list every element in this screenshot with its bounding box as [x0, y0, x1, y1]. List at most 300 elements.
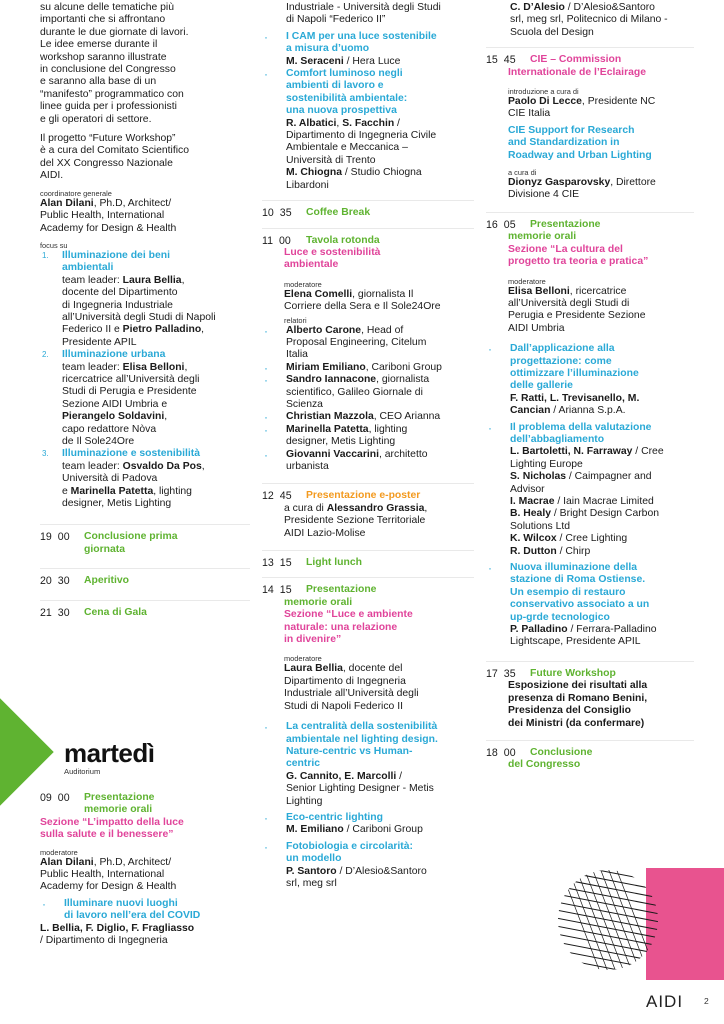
talk-title: · Eco-centric lighting: [286, 811, 383, 823]
event-title: Conclusione prima: [84, 531, 178, 543]
event-title: Light lunch: [306, 557, 362, 569]
text-line: del XX Congresso Nazionale: [40, 157, 173, 169]
curator-label: a cura di: [508, 168, 537, 178]
text: / Bright Design Carbon: [551, 508, 660, 520]
roundtable-detail: [284, 247, 474, 325]
text: team leader:: [62, 361, 123, 373]
time: [262, 207, 306, 219]
column-1: [40, 2, 250, 619]
text-line: Perugia e Presidente Sezione: [508, 310, 646, 322]
talk-item: [262, 812, 474, 837]
text: a cura di: [284, 502, 327, 514]
section-title: sulla salute e il benessere”: [40, 829, 174, 841]
column-2: [262, 2, 474, 890]
speaker-item: [262, 374, 474, 411]
minute: 30: [57, 575, 70, 588]
section-title: ambientale: [284, 259, 339, 271]
text-line: Divisione 4 CIE: [508, 189, 580, 201]
text-line: Libardoni: [286, 179, 329, 191]
talk-title: una nuova prospettiva: [286, 105, 397, 117]
event-title: CIE – Commission: [530, 54, 622, 66]
talk-authors: L. Bellia, F. Diglio, F. Fragliasso: [40, 922, 195, 934]
minute: 00: [57, 531, 70, 544]
text-line: Lighting: [286, 795, 323, 807]
talk-item: [486, 343, 694, 417]
schedule-2130: [40, 600, 250, 619]
moderator-name: Laura Bellia: [284, 663, 343, 675]
speaker-name: Sandro Iannacone: [286, 374, 377, 386]
speaker-item: [262, 411, 474, 423]
schedule-1415: [262, 577, 474, 596]
person-name: Dionyz Gasparovsky: [508, 177, 611, 189]
text-line: Presidente Sezione Territoriale: [284, 515, 426, 527]
hour: 19: [40, 531, 52, 544]
text-line: durante le due giornate di lavori.: [40, 26, 189, 38]
text-line: Academy for Design & Health: [40, 222, 177, 234]
speaker-name: Marinella Patetta: [286, 423, 369, 435]
session-1415-detail: [284, 597, 474, 713]
minute: 05: [503, 218, 516, 231]
time: [40, 792, 84, 804]
event-title: Cena di Gala: [84, 606, 147, 618]
text: ,: [184, 361, 188, 373]
focus-number: 3.: [42, 449, 49, 459]
text-line: Università di Padova: [62, 473, 158, 485]
talk-authors: S. Facchin: [342, 117, 395, 129]
text: / Ferrara-Palladino: [567, 624, 657, 636]
text: ,: [424, 502, 428, 514]
text: , ricercatrice: [569, 285, 627, 297]
minute: 30: [57, 606, 70, 619]
text-line: Solutions Ltd: [510, 520, 571, 532]
minute: 35: [503, 667, 516, 680]
text: / Cree Lighting: [556, 533, 628, 545]
minute: 00: [57, 792, 70, 804]
event-title: Tavola rotonda: [306, 234, 380, 246]
closing-detail: [508, 759, 694, 771]
talk-affiliation: / Dipartimento di Ingegneria: [40, 935, 168, 947]
text: ,: [336, 117, 343, 129]
event-title: Presentazione: [84, 792, 155, 803]
talk-title: ottimizzare l’illuminazione: [510, 367, 639, 379]
text: , Ph.D, Architect/: [93, 856, 172, 868]
minute: 35: [279, 207, 292, 220]
hour: 12: [262, 490, 274, 503]
day-title: martedì: [64, 738, 155, 768]
hour: 20: [40, 575, 52, 588]
talk-authors: P. Palladino: [510, 624, 568, 636]
time: [40, 607, 84, 619]
talk-item: [486, 562, 694, 649]
speaker-item: [262, 362, 474, 374]
text: , Head of: [361, 324, 404, 336]
text-line: Scuola del Design: [510, 26, 594, 38]
section-title: in divenire”: [284, 634, 342, 646]
minute: 45: [503, 54, 516, 67]
minute: 00: [503, 746, 516, 759]
text-line: Italia: [286, 349, 308, 361]
hour: 11: [262, 234, 273, 247]
text-line: AIDI.: [40, 170, 64, 182]
text: e: [62, 485, 71, 497]
event-title: Presentazione: [530, 218, 601, 230]
person-name: Pierangelo Soldavini: [62, 411, 165, 423]
talk-item: [40, 898, 250, 923]
time: [262, 557, 306, 569]
talk-title: stazione di Roma Ostiense.: [510, 574, 646, 586]
text: / Caimpagner and: [566, 471, 652, 483]
page-number: 2: [704, 996, 709, 1006]
text-line: designer, Metis Lighting: [286, 436, 396, 448]
speaker-item: [262, 449, 474, 474]
talk-title: Un esempio di restauro: [510, 586, 626, 598]
talk-authors: Cancian: [510, 405, 551, 417]
hour: 16: [486, 218, 498, 231]
text-line: de Il Sole24Ore: [62, 436, 135, 447]
talk-title: · Fotobiologia e circolarità:: [286, 840, 414, 852]
talk-title: · Il problema della valutazione: [510, 421, 652, 433]
moderator-name: Elisa Belloni: [508, 285, 570, 297]
text: team leader:: [62, 460, 123, 472]
section-title: progetto tra teoria e pratica”: [508, 256, 649, 268]
event-title: Internationale de l’Eclairage: [508, 66, 647, 78]
text-line: Lightscape, Presidente APIL: [510, 636, 641, 648]
text-line: è a cura del Comitato Scientifico: [40, 145, 190, 157]
text-line: Senior Lighting Designer - Metis: [286, 783, 434, 795]
focus-number: 2.: [42, 350, 49, 360]
time: [486, 219, 530, 231]
text-line: Advisor: [510, 483, 545, 495]
talk-item: [486, 422, 694, 558]
talk-title: un modello: [286, 853, 342, 865]
text-line: AIDI Umbria: [508, 322, 565, 334]
talk-authors: I. Macrae: [510, 496, 555, 507]
event-title: del Congresso: [508, 759, 581, 771]
moderator-label: moderatore: [40, 847, 78, 857]
text-line: Studi di Perugia e Presidente: [62, 386, 197, 398]
talk-title: up-grde tecnologico: [510, 611, 610, 623]
event-title: Aperitivo: [84, 575, 130, 587]
text: , giornalista: [376, 374, 430, 386]
talk-authors: C. D’Alesio: [510, 2, 565, 13]
hour: 14: [262, 584, 274, 597]
talk-authors: M. Emiliano: [286, 824, 344, 836]
time: [262, 584, 306, 596]
section-title: Sezione “Luce e ambiente: [284, 609, 413, 621]
text: / Arianna S.p.A.: [550, 405, 626, 417]
session-0900: [40, 786, 250, 947]
text-line: Public Health, International: [40, 210, 165, 222]
talk-authors: M. Seraceni: [286, 55, 344, 67]
text: , giornalista Il: [352, 288, 414, 300]
person-name: Pietro Palladino: [122, 324, 202, 336]
event-title: Coffee Break: [306, 207, 371, 219]
focus-block: [40, 241, 250, 511]
talk-title: · Dall’applicazione alla: [510, 343, 615, 355]
text-line: Scienza: [286, 398, 323, 410]
session-details: [84, 804, 250, 816]
event-title: Future Workshop: [530, 667, 616, 679]
text: / Cariboni Group: [343, 824, 423, 836]
speaker-name: Giovanni Vaccarini: [286, 448, 379, 460]
text-line: di Ingegneria Industriale: [62, 299, 173, 311]
time: [40, 575, 84, 587]
event-title: Presentazione: [306, 584, 377, 596]
text-line: urbanista: [286, 461, 329, 472]
text-line: linee guida per i professionisti: [40, 101, 177, 113]
section-title: Sezione “La cultura del: [508, 243, 623, 255]
section-title: Sezione “L’impatto della luce: [40, 816, 184, 828]
event-title: giornata: [84, 543, 125, 555]
talk-title: CIE Support for Research: [508, 124, 635, 136]
text: / Cree: [632, 446, 664, 458]
schedule-1100: [262, 228, 474, 247]
focus-title: ambientali: [62, 262, 114, 274]
schedule-1605: [486, 212, 694, 231]
text-line: , Ph.D, Architect/: [93, 197, 172, 209]
text-line: docente del Dipartimento: [62, 287, 178, 299]
text-line: “manifesto” programmatico con: [40, 88, 184, 100]
focus-item: [40, 448, 250, 510]
text: /: [396, 770, 403, 782]
schedule-2030: [40, 568, 250, 587]
text: , architetto: [378, 448, 428, 460]
text-line: all’Università degli Studi di Napoli: [62, 311, 216, 323]
project-paragraph: [40, 133, 250, 183]
text-line: Academy for Design & Health: [40, 881, 177, 893]
speaker-name: Alberto Carone: [286, 324, 362, 336]
text-line: designer, Metis Lighting: [62, 498, 172, 510]
text-line: Presidenza del Consiglio: [508, 705, 631, 717]
speakers-list: [262, 325, 474, 474]
talk-title: di lavoro nell’era del COVID: [64, 910, 201, 922]
text-line: in conclusione del Congresso: [40, 64, 176, 76]
text-line: Proposal Engineering, Citelum: [286, 336, 427, 348]
talk-authors: P. Santoro: [286, 865, 337, 877]
speakers-label: relatori: [284, 315, 307, 325]
text: ,: [201, 324, 205, 336]
text-line: CIE Italia: [508, 108, 551, 120]
person-name: Paolo Di Lecce: [508, 96, 582, 108]
workshop-detail: [508, 680, 694, 730]
schedule-1800: [486, 740, 694, 759]
minute: 45: [279, 490, 292, 503]
speaker-item: [262, 325, 474, 362]
time: [40, 531, 84, 556]
text-line: Dipartimento di Ingegneria Civile: [286, 130, 437, 142]
text: team leader:: [62, 274, 123, 286]
event-title: memorie orali: [284, 596, 353, 608]
hour: 09: [40, 792, 52, 804]
focus-item: [40, 250, 250, 349]
text: , Direttore: [610, 177, 656, 189]
minute: 15: [279, 557, 292, 570]
talk-title: · Nuova illuminazione della: [510, 562, 638, 574]
text: ,: [201, 460, 205, 472]
focus-number: 1.: [42, 250, 49, 260]
schedule-1735: [486, 661, 694, 680]
hour: 17: [486, 667, 498, 680]
text: , Cariboni Group: [365, 361, 442, 373]
text-line: Dipartimento di Ingegneria: [284, 675, 406, 687]
schedule-1315: [262, 550, 474, 569]
moderator-label: moderatore: [508, 276, 546, 286]
text-line: Università di Trento: [286, 154, 376, 166]
text: / Iain Macrae Limited: [554, 496, 654, 507]
talk-title: · Comfort luminoso negli: [286, 68, 403, 80]
line-pattern-circle-icon: [556, 868, 660, 972]
day-venue: Auditorium: [64, 767, 101, 776]
text: , lighting: [368, 423, 408, 435]
talk-title: ambienti di lavoro e: [286, 80, 384, 92]
text: / Chirp: [556, 545, 591, 557]
time: [262, 490, 306, 502]
talk-title: Roadway and Urban Lighting: [508, 149, 652, 161]
text-line: srl, meg srl: [286, 877, 337, 889]
focus-title: Illuminazione dei beni: [62, 249, 170, 261]
hour: 15: [486, 54, 498, 67]
moderator-label: moderatore: [284, 279, 322, 289]
text-line: Sezione AIDI Umbria e: [62, 398, 168, 410]
text: ,: [164, 411, 168, 423]
text-line: scientifico, Galileo Giornale di: [286, 386, 423, 398]
text-line: di Napoli “Federico II”: [286, 14, 386, 26]
talk-title: centric: [286, 758, 321, 770]
talk-authors: M. Chiogna: [286, 167, 342, 179]
schedule-0900: [40, 786, 250, 804]
focus-title: Illuminazione urbana: [62, 349, 166, 361]
cie-detail: [508, 67, 694, 202]
moderator-name: Alan Dilani: [40, 856, 94, 868]
continued-affiliation: [510, 2, 694, 39]
text-line: dei Ministri (da confermare): [508, 717, 645, 729]
talk-authors: R. Albatici: [286, 117, 337, 129]
event-title: Presentazione e-poster: [306, 490, 421, 502]
intro-paragraph: [40, 2, 250, 126]
event-title: memorie orali: [508, 231, 577, 243]
time: [486, 668, 530, 680]
hour: 21: [40, 606, 52, 619]
coordinator-name: Alan Dilani: [40, 197, 94, 209]
talk-title: dell’abbagliamento: [510, 433, 605, 445]
talk-title: sostenibilità ambientale:: [286, 92, 408, 104]
talk-title: Nature-centric vs Human-: [286, 745, 413, 757]
text-line: Il progetto “Future Workshop”: [40, 133, 176, 145]
intro-label: introduzione a cura di: [508, 87, 579, 97]
coordinator-label: coordinatore generale: [40, 188, 112, 198]
day-header: [0, 712, 260, 796]
text-line: all’Università degli Studi di: [508, 297, 630, 309]
text-line: presenza di Romano Benini,: [508, 692, 648, 704]
talk-authors: S. Nicholas: [510, 471, 567, 483]
text: ,: [181, 274, 185, 286]
text: /: [394, 117, 400, 129]
text: / D’Alesio&Santoro: [564, 2, 655, 13]
person-name: Alessandro Grassia: [326, 502, 425, 514]
moderator-label: moderatore: [284, 654, 322, 664]
talk-title: · La centralità della sostenibilità: [286, 721, 438, 733]
talk-item: [262, 721, 474, 808]
text: / Hera Luce: [343, 55, 401, 67]
text-line: capo redattore Nòva: [62, 423, 157, 435]
section-title: Luce e sostenibilità: [284, 246, 381, 258]
event-title: Conclusione: [530, 746, 593, 758]
talk-authors: L. Bartoletti, N. Farraway: [510, 446, 633, 458]
person-name: Elisa Belloni: [122, 361, 185, 373]
text-line: Studi di Napoli Federico II: [284, 700, 403, 712]
aidi-logo: AIDI: [646, 992, 684, 1011]
focus-title: Illuminazione e sostenibilità: [62, 448, 200, 460]
text: / Studio Chiogna: [342, 167, 422, 179]
continued-affiliation: [286, 2, 474, 27]
event-title: memorie orali: [84, 804, 153, 816]
talk-authors: K. Wilcox: [510, 533, 557, 545]
text-line: workshop saranno illustrate: [40, 51, 167, 63]
column-3: [486, 2, 694, 772]
text-line: su alcune delle tematiche più: [40, 2, 175, 13]
time: [486, 54, 530, 66]
speaker-item: [262, 424, 474, 449]
talk-title: · Illuminare nuovi luoghi: [64, 897, 178, 909]
text-line: AIDI Lazio-Molise: [284, 527, 366, 539]
text-line: srl, meg srl, Politecnico di Milano -: [510, 14, 668, 26]
time: [262, 235, 306, 247]
text: Federico II e: [62, 324, 123, 336]
text-line: e gli operatori di settore.: [40, 113, 152, 125]
coordinator-block: [40, 189, 250, 235]
talk-title: delle gallerie: [510, 380, 573, 392]
text: , docente del: [342, 663, 403, 675]
talk-authors: G. Cannito, E. Marcolli: [286, 770, 397, 782]
hour: 13: [262, 557, 274, 570]
minute: 15: [279, 584, 292, 597]
talk-item: [262, 841, 474, 891]
person-name: Osvaldo Da Pos: [122, 460, 202, 472]
schedule-1900: [40, 524, 250, 556]
schedule-1545: [486, 47, 694, 66]
talk-item: [262, 68, 474, 192]
session-1605-detail: [508, 231, 694, 335]
hour: 18: [486, 746, 498, 759]
text-line: Ambientale e Meccanica –: [286, 142, 408, 154]
talk-authors: R. Dutton: [510, 545, 557, 557]
talk-title: a misura d’uomo: [286, 43, 370, 55]
speaker-name: Christian Mazzola: [286, 411, 374, 423]
text-line: Industriale all’Università degli: [284, 688, 419, 700]
text-line: Le idee emerse durante il: [40, 39, 158, 51]
text: / D’Alesio&Santoro: [336, 865, 427, 877]
section-title: naturale: una relazione: [284, 621, 398, 633]
talk-title: progettazione: come: [510, 355, 612, 367]
speaker-name: Miriam Emiliano: [286, 361, 366, 373]
text-line: Esposizione dei risultati alla: [508, 680, 648, 692]
moderator-name: Elena Comelli: [284, 288, 353, 300]
time: [486, 747, 530, 759]
minute: 00: [279, 234, 291, 247]
person-name: Laura Bellia: [122, 274, 182, 286]
text-line: importanti che si affrontano: [40, 14, 166, 26]
talk-title: conservativo associato a un: [510, 599, 650, 611]
hour: 10: [262, 207, 274, 220]
text-line: Corriere della Sera e Il Sole24Ore: [284, 301, 441, 313]
text-line: ricercatrice all’Università degli: [62, 373, 200, 385]
talk-authors: F. Ratti, L. Trevisanello, M.: [510, 392, 640, 404]
text-line: Lighting Europe: [510, 458, 583, 470]
cie-talk: [508, 125, 694, 162]
text: , Presidente NC: [581, 96, 656, 108]
talk-authors: B. Healy: [510, 508, 552, 520]
text-line: Industriale - Università degli Studi: [286, 2, 441, 13]
